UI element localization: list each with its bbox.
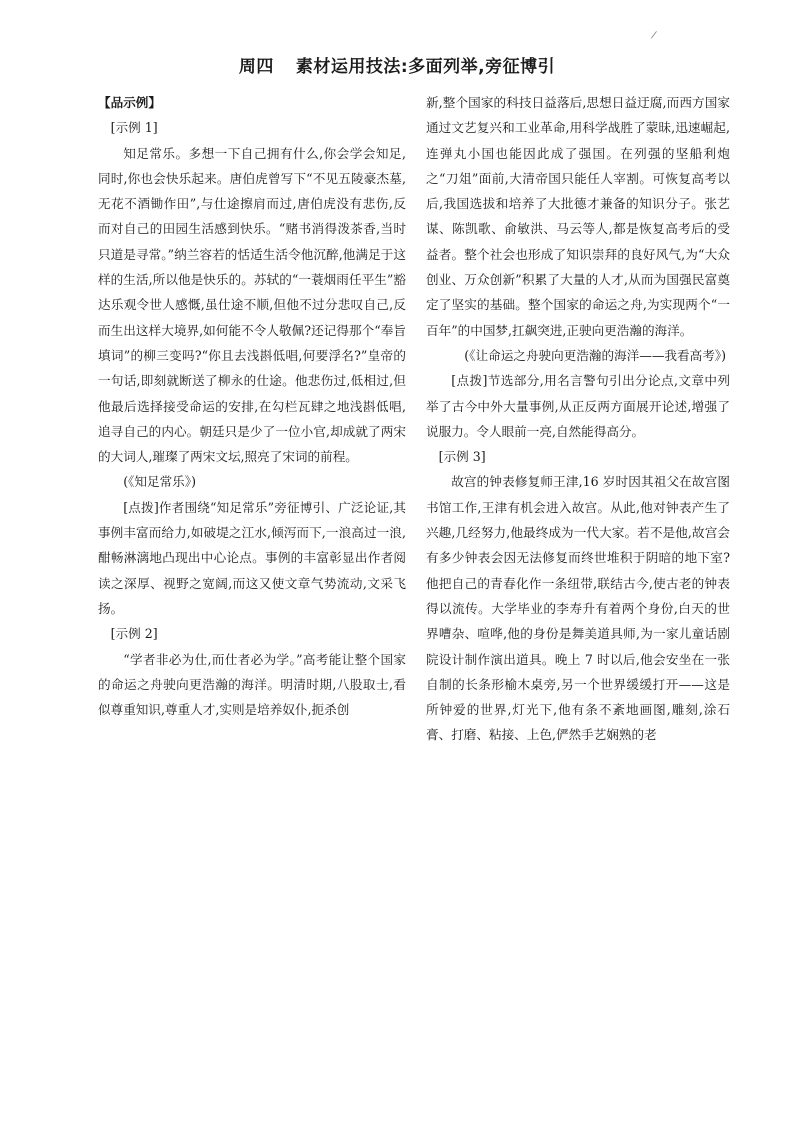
example1-comment: [点拨]作者围绕“知足常乐”旁征博引、广泛论证,其事例丰富而给力,如破堤之江水,倾泻而下,一浪高过一浪,酣畅淋漓地凸现出中心论点。事例的丰富彰显出作者阅读之深厚、视野之宽阔,而这又使文章气势流动,文采飞扬。 (98, 499, 406, 616)
corner-scan-mark: / (650, 29, 658, 42)
section-heading: 【品示例】 (98, 95, 161, 110)
example1-source: (《知足常乐》) (123, 474, 196, 490)
right-column (426, 90, 730, 748)
left-column (98, 90, 406, 722)
example1-text: 知足常乐。多想一下自己拥有什么,你会学会知足,同时,你也会快乐起来。唐伯虎曾写下“不见五陵豪杰墓,无花不酒锄作田”,与仕途擦肩而过,唐伯虎没有悲伤,反而对自己的田园生活感到快乐。“赌书消得泼茶香,当时只道是寻常。”纳兰容若的恬适生活令他沉醉,他满足于这样的生活,所以他是快乐的。苏轼的“一蓑烟雨任平生”豁达乐观令世人感慨,虽仕途不顺,但他不过分悲叹自己,反而生出这样大境界,如何能不令人敬佩?还记得那个“奉旨填词”的柳三变吗?“你且去浅斟低唱,何要浮名?”皇帝的一句话,即刻就断送了柳永的仕途。他悲伤过,低相过,但他最后选择接受命运的安排,在勾栏瓦肆之地浅斟低唱,追寻自己的内心。朝廷只是少了一位小官,却成就了两宋的大词人,璀璨了两宋文坛,照亮了宋词的前程。 (98, 145, 406, 465)
example3-text: 故宫的钟表修复师王津,16 岁时因其祖父在故宫图书馆工作,王津有机会进入故宫。从此,他对钟表产生了兴趣,几经努力,他最终成为一代大家。若不是他,故宫会有多少钟表会因无法修复而终世堆积于阴暗的地下室?他把自己的青春化作一条纽带,联结古今,使古老的钟表得以流传。大学毕业的李寿升有着两个身份,白天的世界嘈杂、喧哗,他的身份是舞美道具师,为一家儿童话剧院设计制作演出道具。晚上 7 时以后,他会安坐在一张自制的长条形榆木桌旁,另一个世界缓缓打开——这是所钟爱的世界,灯光下,他有条不紊地画图,雕刻,涂石膏、打磨、粘接、上色,俨然手艺娴熟的老 (426, 474, 730, 743)
example2-comment: [点拨]节选部分,用名言警句引出分论点,文章中列举了古今中外大量事例,从正反两方面展开论述,增强了说服力。令人眼前一亮,自然能得高分。 (426, 373, 730, 439)
example3-label: [示例 3] (438, 449, 486, 465)
page-title (0, 52, 794, 77)
example2-text: “学者非必为仕,而仕者必为学。”高考能让整个国家的命运之舟驶向更浩瀚的海洋。明清时期,八股取士,看似尊重知识,尊重人才,实则是培养奴仆,扼杀创 (98, 651, 406, 718)
example1-label: [示例 1] (110, 120, 158, 136)
example2-label: [示例 2] (110, 626, 158, 642)
title-topic: 素材运用技法:多面列举,旁征博引 (295, 57, 556, 77)
example2-source: (《让命运之舟驶向更浩瀚的海洋——我看高考》) (464, 347, 726, 363)
title-day: 周四 (238, 57, 274, 77)
example2-text-continued: 新,整个国家的科技日益落后,思想日益迂腐,而西方国家通过文艺复兴和工业革命,用科学战胜了蒙昧,迅速崛起,连弹丸小国也能因此成了强国。在列强的坚船利炮之“刀俎”面前,大清帝国只能任人宰割。可恢复高考以后,我国选拔和培养了大批德才兼备的知识分子。张艺谋、陈凯歌、俞敏洪、马云等人,都是恢复高考后的受益者。整个社会也形成了知识崇拜的良好风气,为“大众创业、万众创新”积累了大量的人才,从而为国强民富奠定了坚实的基础。整个国家的命运之舟,为实现两个“一百年”的中国梦,扛飙突进,正驶向更浩瀚的海洋。 (426, 95, 730, 338)
